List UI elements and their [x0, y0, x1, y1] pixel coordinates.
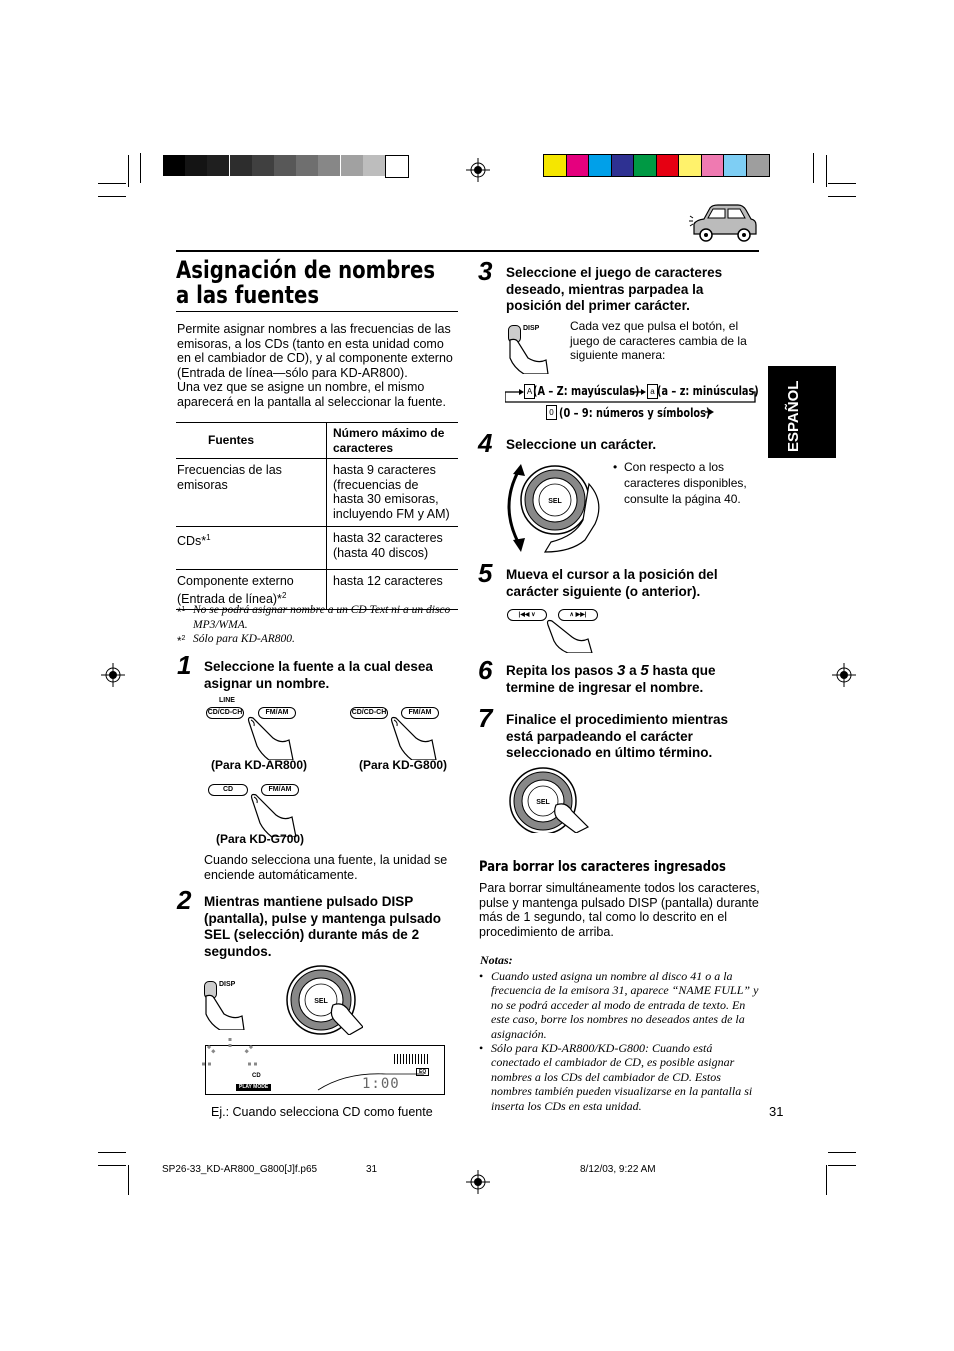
color-swatch: [567, 155, 589, 176]
line-label: LINE: [219, 697, 235, 704]
display-digits: 1:00: [362, 1076, 400, 1092]
step-number: 7: [478, 703, 493, 733]
list-item: • Cuando usted asigna un nombre al disco 41 o a la frecuencia de la emisora 31, aparece “NAME FULL” y no se podrá acceder al modo de entrada de texto. En este caso, borre los nombres no deseados antes de la asignación.: [479, 969, 759, 1041]
step-instruction: Mientras mantiene pulsado DISP (pantalla), pulse y mantenga pulsado SEL (selección) durante más de 2 segundos.: [204, 894, 442, 959]
cd-ch-button[interactable]: CD/CD-CH: [350, 707, 388, 719]
step-instruction: Seleccione el juego de caracteres deseado, mientras parpadea la posición del primer carácter.: [506, 265, 723, 313]
footnotes: *$^1$ No se podrá asignar nombre a un CD Text ni a un disco MP3/WMA. *$^2$ Sólo para KD-AR800.: [177, 604, 451, 648]
gray-swatch: [341, 155, 363, 176]
color-swatch: [702, 155, 724, 176]
registration-mark-top: [466, 158, 490, 182]
display-cd-indicator: CD: [252, 1073, 261, 1079]
pressing-hand-icon: [504, 338, 550, 374]
car-icon: [688, 198, 760, 244]
color-swatch: [612, 155, 634, 176]
language-tab: [768, 366, 836, 458]
title-rule: [176, 311, 458, 312]
footer-page: 31: [366, 1164, 378, 1175]
cycle-uppercase: (A – Z: mayúsculas): [533, 383, 640, 398]
notes-heading: Notas:: [480, 953, 513, 967]
color-swatch: [544, 155, 566, 176]
step3-description: Cada vez que pulsa el botón, el juego de caracteres cambia de la siguiente manera:: [570, 319, 747, 362]
table-row: CDs*$^1$ hasta 32 caracteres (hasta 40 discos): [176, 527, 458, 570]
next-button[interactable]: ∧ ▶▶|: [558, 609, 598, 621]
gray-swatch: [274, 155, 296, 176]
caption-kd-ar800: (Para KD-AR800): [211, 758, 308, 772]
step-instruction: Repita los pasos 3 a 5 hasta que termine de ingresar el nombre.: [506, 662, 716, 695]
erase-heading: Para borrar los caracteres ingresados: [479, 859, 726, 875]
step1-note: Cuando selecciona una fuente, la unidad se enciende automáticamente.: [204, 853, 448, 882]
top-rule: [176, 250, 759, 252]
color-swatch: [634, 155, 656, 176]
lowercase-icon: a: [647, 384, 658, 399]
table-row: Frecuencias de las emisoras hasta 9 caracteres (frecuencias de hasta 30 emisoras, incluyendo FM y AM): [176, 459, 458, 527]
step4-note: • Con respecto a los caracteres disponibles, consulte la página 40.: [613, 460, 747, 506]
step-number: 2: [177, 885, 192, 915]
lcd-caption: Ej.: Cuando selecciona CD como fuente: [211, 1105, 433, 1119]
prev-button[interactable]: |◀◀ ∨: [507, 609, 547, 621]
step-number: 4: [478, 428, 493, 458]
cd-button[interactable]: CD: [208, 784, 248, 796]
display-eq-indicator: EQ: [416, 1068, 429, 1076]
display-playmode-indicator: PLAY MODE: [236, 1084, 271, 1091]
disp-label: DISP: [219, 981, 236, 988]
cycle-numbers: (0 – 9: números y símbolos): [559, 405, 711, 420]
footer-date: 8/12/03, 9:22 AM: [580, 1164, 656, 1175]
lcd-display: [205, 1045, 445, 1095]
color-swatch: [724, 155, 746, 176]
step-number: 1: [177, 650, 192, 680]
registration-mark-right: [832, 663, 856, 687]
table-header-sources: Fuentes: [208, 433, 255, 448]
footer-file: SP26-33_KD-AR800_G800[J]f.p65: [162, 1164, 318, 1175]
gray-swatch: [252, 155, 274, 176]
page-title: Asignación de nombres a las fuentes: [176, 256, 436, 309]
color-swatch: [657, 155, 679, 176]
step-instruction: Seleccione la fuente a la cual desea asignar un nombre.: [204, 659, 433, 691]
language-tab-label: ESPAÑOL: [785, 380, 802, 452]
display-level-meter: [394, 1054, 430, 1064]
color-swatch: [747, 155, 769, 176]
pressing-hand-icon: [200, 994, 246, 1030]
erase-body: Para borrar simultáneamente todos los caracteres, pulse y mantenga pulsado DISP (pantalla) durante más de 1 segundo, tal como lo descrito en el procedimiento de arriba.: [479, 881, 760, 939]
intro-text: Permite asignar nombres a las frecuencias de las emisoras, a los CDs (tanto en esta unidad como en el cambiador de CD), y al componente externo (Entrada de línea—sólo para KD-AR800). Una vez que se asigne un nombre, el mismo aparecerá en la pantalla al seleccionar la fuente.: [177, 322, 453, 409]
gray-swatch: [363, 155, 385, 176]
list-item: • Sólo para KD-AR800/KD-G800: Cuando está conectado el cambiador de CD, es posible asignar nombres a los CDs del cambiador de CD. Estos nombres también pueden visualizarse en la pantalla si inserta los CDs en esta unidad.: [479, 1041, 753, 1113]
gray-swatch: [385, 155, 409, 178]
step-instruction: Seleccione un carácter.: [506, 437, 657, 452]
step-number: 3: [478, 256, 493, 286]
uppercase-icon: A: [524, 384, 535, 399]
step-instruction: Mueva el cursor a la posición del carácter siguiente (o anterior).: [506, 567, 718, 599]
sel-dial[interactable]: [504, 767, 590, 833]
gray-swatch: [163, 155, 185, 176]
svg-text:SEL: SEL: [536, 799, 550, 806]
step-number: 5: [478, 558, 493, 588]
charset-cycle-diagram: [505, 380, 759, 424]
cd-ch-button[interactable]: CD/CD-CH: [206, 707, 244, 719]
fm-am-button[interactable]: FM/AM: [401, 707, 439, 719]
cycle-lowercase: (a – z: minúsculas): [657, 383, 759, 398]
table-header-max: Número máximo de caracteres: [327, 423, 459, 459]
pressing-hand-icon: [544, 619, 594, 653]
fm-am-button[interactable]: FM/AM: [261, 784, 299, 796]
caption-kd-g700: (Para KD-G700): [216, 832, 305, 846]
fm-am-button[interactable]: FM/AM: [258, 707, 296, 719]
color-swatch: [589, 155, 611, 176]
pressing-hand-icon: [248, 793, 298, 837]
disp-label: DISP: [523, 325, 540, 332]
svg-text:SEL: SEL: [548, 498, 562, 505]
numbers-icon: 0: [546, 405, 557, 420]
character-limit-table: [176, 422, 458, 610]
caption-kd-g800: (Para KD-G800): [359, 758, 448, 772]
table-row: Componente externo (Entrada de línea)*$^2$ hasta 12 caracteres: [176, 570, 458, 610]
svg-text:SEL: SEL: [314, 998, 328, 1005]
pressing-hand-icon: [388, 716, 438, 760]
page-number: 31: [769, 1104, 784, 1119]
gray-swatch: [207, 155, 229, 176]
gray-swatch: [318, 155, 340, 176]
sel-dial[interactable]: [283, 965, 363, 1035]
gray-swatch: [296, 155, 318, 176]
pressing-hand-icon: [245, 716, 295, 760]
sel-dial-rotate[interactable]: [505, 462, 610, 554]
notes-list: [479, 969, 759, 1113]
registration-mark-left: [101, 663, 125, 687]
color-swatch: [679, 155, 701, 176]
step-instruction: Finalice el procedimiento mientras está parpadeando el carácter seleccionado en último término.: [506, 712, 729, 760]
step-number: 6: [478, 655, 493, 685]
gray-swatch: [230, 155, 252, 176]
registration-mark-bottom: [466, 1170, 490, 1194]
gray-swatch: [185, 155, 207, 176]
